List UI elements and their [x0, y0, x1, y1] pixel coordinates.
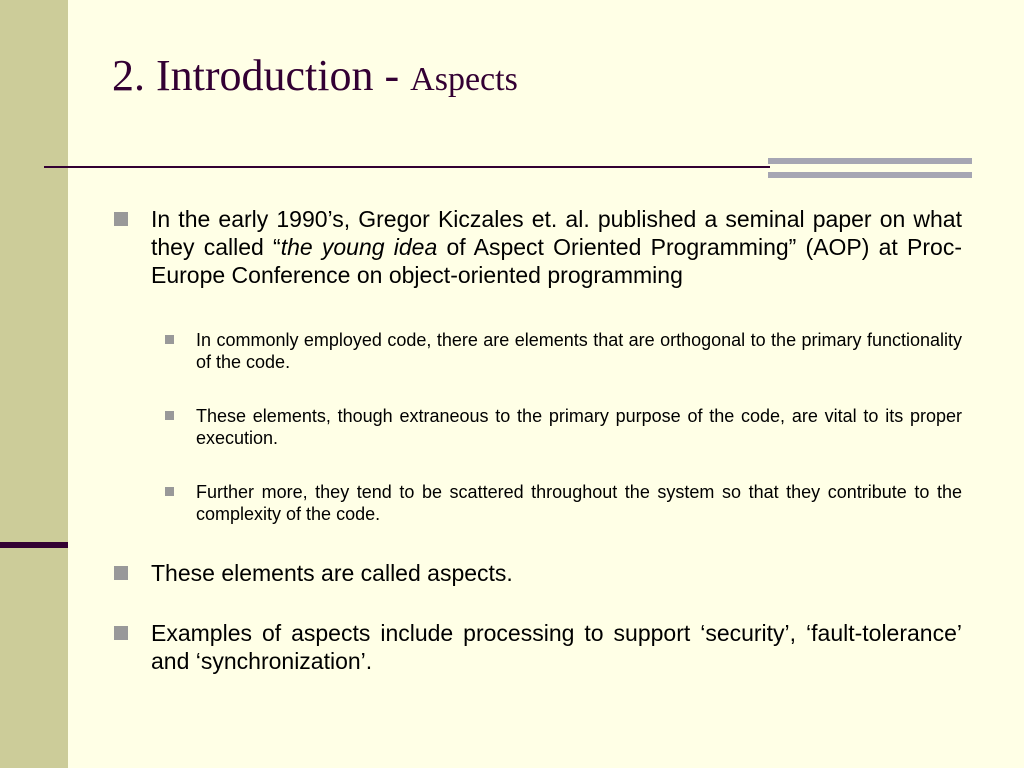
sub-bullet-item — [112, 329, 962, 373]
decorative-gray-bar-bottom — [768, 172, 972, 178]
sub-bullet-text: In commonly employed code, there are elements that are orthogonal to the primary functionality of the code. — [196, 330, 962, 372]
title-divider-line — [44, 166, 770, 168]
square-bullet-icon — [165, 411, 174, 420]
square-bullet-icon — [114, 212, 128, 226]
bullet-text: Examples of aspects include processing to support ‘security’, ‘fault-tolerance’ and ‘synchronization’. — [151, 620, 962, 674]
bullet-item — [112, 559, 962, 587]
slide-title-sub: Aspects — [410, 61, 518, 98]
bullet-item — [112, 205, 962, 289]
square-bullet-icon — [114, 566, 128, 580]
square-bullet-icon — [165, 487, 174, 496]
sidebar-accent-line — [0, 542, 68, 548]
slide-title-main: 2. Introduction - — [112, 51, 411, 100]
sub-bullet-text: Further more, they tend to be scattered throughout the system so that they contribute to the complexity of the code. — [196, 482, 962, 524]
sub-bullet-item — [112, 481, 962, 525]
bullet-text-before: In the early 1990’s, Gregor Kiczales et. al. published a seminal paper on what they called “ — [151, 206, 962, 260]
sub-bullet-item — [112, 405, 962, 449]
square-bullet-icon — [114, 626, 128, 640]
bullet-item — [112, 619, 962, 675]
slide-title — [112, 50, 518, 101]
sub-bullet-text: These elements, though extraneous to the primary purpose of the code, are vital to its proper execution. — [196, 406, 962, 448]
left-sidebar-band — [0, 0, 68, 768]
decorative-gray-bar-top — [768, 158, 972, 164]
slide-body — [112, 205, 962, 675]
bullet-text: These elements are called aspects. — [151, 560, 513, 586]
bullet-text-after: of Aspect Oriented Programming” (AOP) at Proc-Europe Conference on object-oriented programming — [151, 234, 963, 288]
bullet-text-italic: the young idea — [280, 234, 438, 260]
square-bullet-icon — [165, 335, 174, 344]
